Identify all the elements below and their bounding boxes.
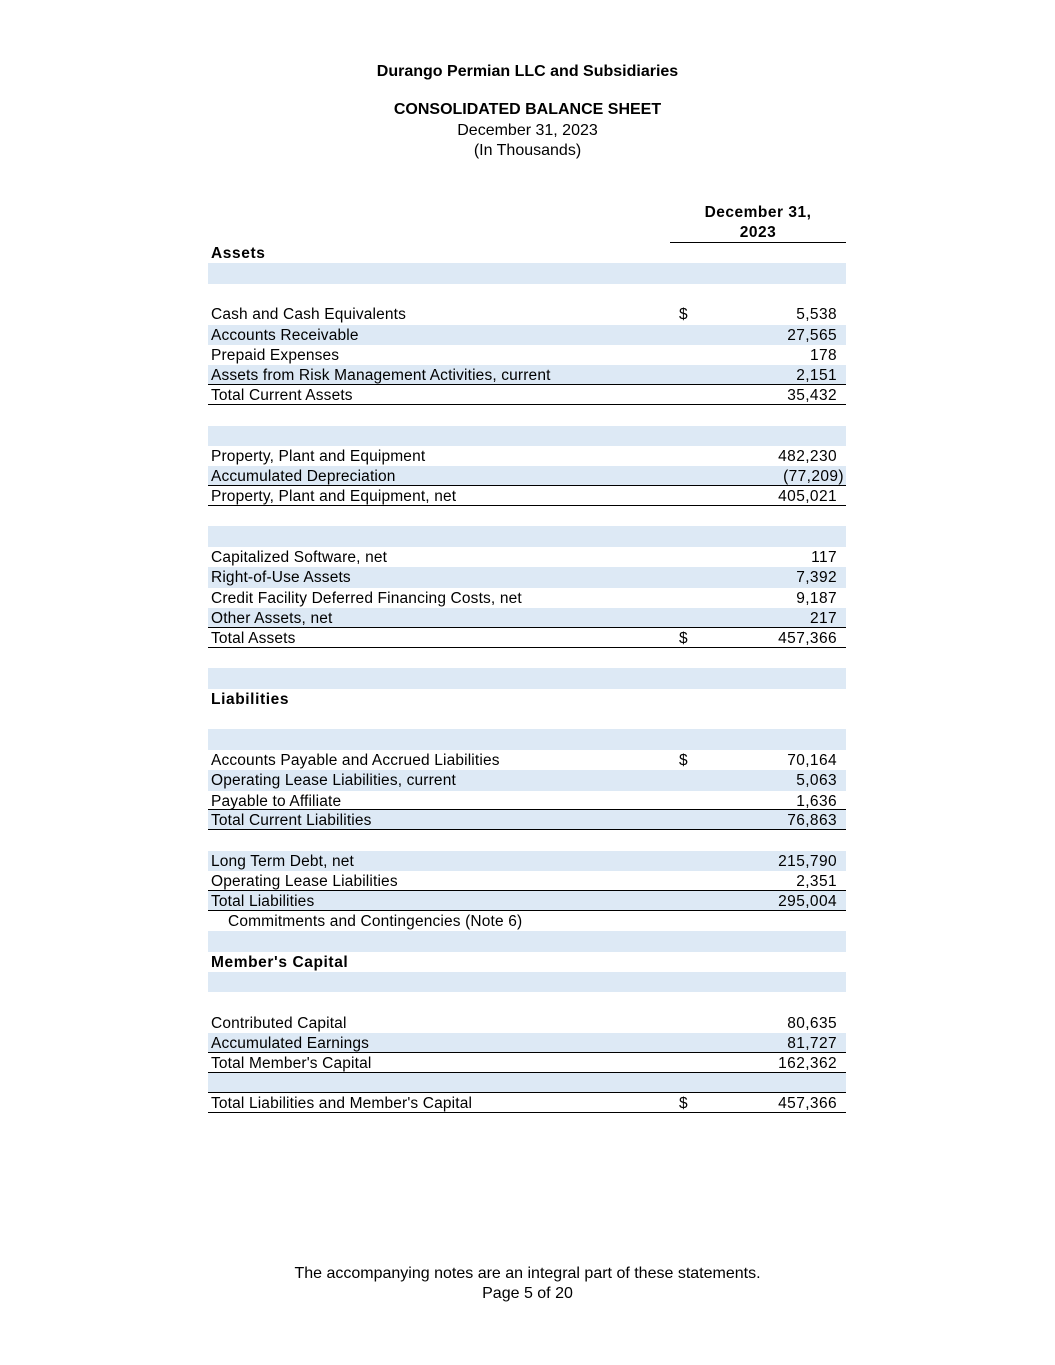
table-row (208, 1013, 846, 1033)
row-value: 405,021 (778, 488, 837, 506)
table-row (208, 385, 846, 405)
spacer-row (208, 709, 846, 729)
row-label: Member's Capital (211, 953, 349, 971)
row-value: 5,538 (796, 306, 837, 324)
row-label: Long Term Debt, net (211, 852, 355, 870)
spacer-row (208, 526, 846, 546)
table-row (208, 304, 846, 324)
table-row (208, 345, 846, 365)
column-header-line-1: December 31, (704, 204, 812, 221)
spacer-row (208, 668, 846, 688)
statement-units: (In Thousands) (473, 142, 582, 159)
table-row (208, 325, 846, 345)
row-label: Total Liabilities and Member's Capital (211, 1094, 473, 1112)
row-value: 76,863 (787, 812, 837, 830)
table-row (208, 1033, 846, 1053)
row-value: 457,366 (778, 1094, 837, 1112)
spacer-row (208, 284, 846, 304)
table-row (208, 466, 846, 486)
spacer-row (208, 405, 846, 425)
row-value: 80,635 (787, 1014, 837, 1032)
row-value: 162,362 (778, 1055, 837, 1073)
footer-note: The accompanying notes are an integral part of these statements. (294, 1265, 761, 1282)
table-row (208, 810, 846, 830)
spacer-row (208, 992, 846, 1012)
row-label: Accumulated Depreciation (211, 468, 396, 486)
table-row (208, 750, 846, 770)
row-label: Property, Plant and Equipment, net (211, 488, 457, 506)
row-label: Accumulated Earnings (211, 1035, 370, 1053)
row-value: 81,727 (787, 1035, 837, 1053)
row-label: Total Assets (211, 629, 296, 647)
spacer-row (208, 263, 846, 283)
column-header-line-2: 2023 (739, 224, 777, 241)
row-value: 27,565 (787, 326, 837, 344)
table-row (208, 608, 846, 628)
table-row (208, 770, 846, 790)
row-value: (77,209) (783, 468, 844, 486)
row-label: Cash and Cash Equivalents (211, 306, 407, 324)
row-label: Payable to Affiliate (211, 792, 342, 810)
row-value: 457,366 (778, 629, 837, 647)
row-value: 9,187 (796, 589, 837, 607)
statement-title: CONSOLIDATED BALANCE SHEET (393, 101, 662, 118)
company-name: Durango Permian LLC and Subsidiaries (376, 63, 679, 80)
table-row (208, 791, 846, 811)
table-row (208, 486, 846, 506)
row-value: 2,151 (796, 367, 837, 385)
row-value: 117 (811, 548, 837, 566)
row-label: Total Liabilities (211, 893, 315, 910)
row-value: 482,230 (778, 447, 837, 465)
row-value: 217 (809, 610, 837, 628)
row-label: Total Current Liabilities (211, 812, 372, 830)
row-label: Assets (211, 245, 266, 262)
row-value: 215,790 (778, 852, 837, 870)
currency-symbol: $ (679, 306, 688, 324)
row-label: Capitalized Software, net (211, 548, 388, 566)
spacer-row (208, 426, 846, 446)
balance-sheet-table (208, 243, 846, 1113)
spacer-row (208, 506, 846, 526)
row-label: Liabilities (211, 690, 290, 708)
row-value: 178 (809, 346, 837, 364)
row-value: 2,351 (796, 873, 837, 891)
spacer-row (208, 648, 846, 668)
row-value: 1,636 (796, 792, 837, 810)
currency-symbol: $ (679, 1094, 688, 1112)
spacer-row (208, 1073, 846, 1093)
row-label: Assets from Risk Management Activities, current (211, 367, 551, 385)
row-label: Accounts Receivable (211, 326, 359, 344)
row-label: Total Current Assets (211, 387, 353, 405)
row-label: Accounts Payable and Accrued Liabilities (211, 751, 500, 769)
section-header (208, 689, 846, 709)
page-number: Page 5 of 20 (482, 1285, 573, 1302)
table-row (208, 365, 846, 385)
spacer-row (208, 830, 846, 850)
section-header (208, 243, 846, 263)
spacer-row (208, 729, 846, 749)
row-value: 295,004 (778, 893, 837, 910)
table-row (208, 446, 846, 466)
section-header (208, 952, 846, 972)
row-value: 70,164 (787, 751, 837, 769)
table-row (208, 891, 846, 911)
row-label: Total Member's Capital (211, 1055, 372, 1073)
table-row (208, 547, 846, 567)
row-label: Commitments and Contingencies (Note 6) (228, 912, 523, 930)
row-label: Prepaid Expenses (211, 346, 340, 364)
column-header (670, 203, 846, 243)
currency-symbol: $ (679, 751, 688, 769)
row-label: Property, Plant and Equipment (211, 447, 426, 465)
table-row (208, 588, 846, 608)
table-row (208, 1053, 846, 1073)
table-row (208, 871, 846, 891)
row-label: Operating Lease Liabilities (211, 873, 398, 891)
row-label: Contributed Capital (211, 1014, 347, 1032)
row-label: Credit Facility Deferred Financing Costs, net (211, 589, 522, 607)
row-value: 35,432 (787, 387, 837, 405)
row-value: 7,392 (796, 569, 837, 587)
statement-date: December 31, 2023 (457, 122, 598, 139)
row-label: Right-of-Use Assets (211, 569, 351, 587)
table-row (208, 851, 846, 871)
table-row (208, 567, 846, 587)
table-row (208, 1093, 846, 1113)
row-value: 5,063 (796, 772, 837, 790)
row-label: Other Assets, net (211, 610, 333, 628)
table-row (208, 628, 846, 648)
table-row (208, 911, 846, 931)
spacer-row (208, 972, 846, 992)
currency-symbol: $ (679, 629, 688, 647)
spacer-row (208, 931, 846, 951)
row-label: Operating Lease Liabilities, current (211, 772, 456, 790)
